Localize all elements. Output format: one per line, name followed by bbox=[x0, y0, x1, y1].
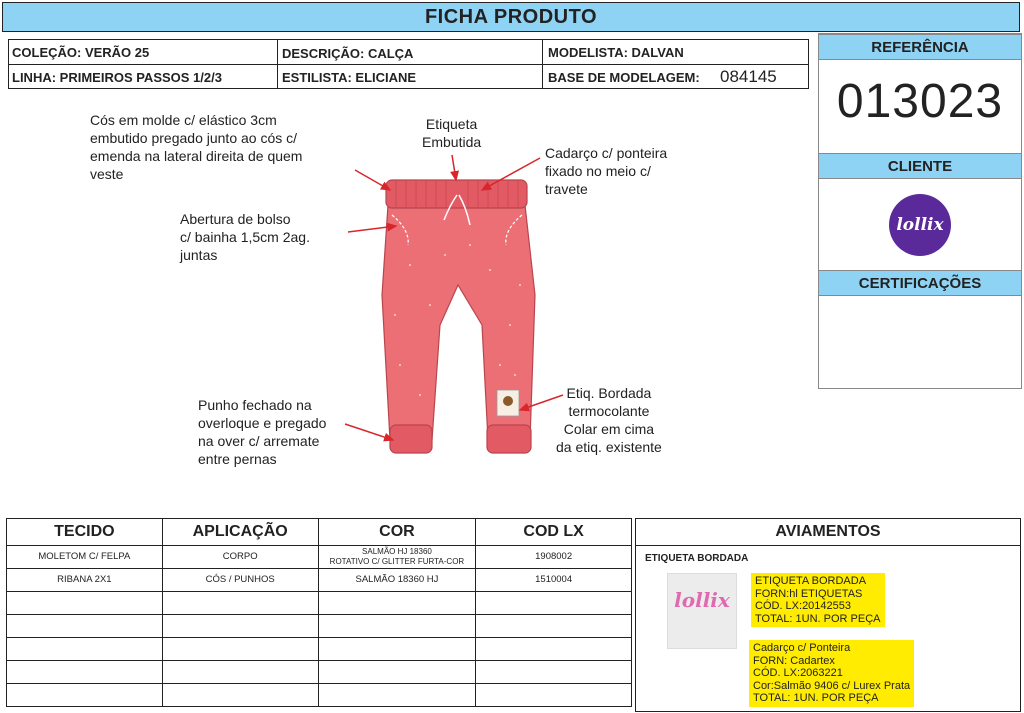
table-row bbox=[7, 661, 632, 684]
info-line: FORN: Cadartex bbox=[753, 654, 835, 667]
note-line: termocolante bbox=[568, 403, 650, 419]
note-line: da etiq. existente bbox=[556, 439, 662, 455]
note-line: Etiqueta bbox=[425, 116, 478, 132]
aviamentos-panel bbox=[635, 518, 1021, 712]
note-punho bbox=[198, 396, 326, 468]
note-bolso bbox=[180, 210, 310, 264]
info-line: ETIQUETA BORDADA bbox=[755, 575, 867, 587]
note-line: Cadarço c/ ponteira bbox=[545, 145, 668, 161]
cell-aplicacao: CÓS / PUNHOS bbox=[162, 569, 318, 592]
cell-aplicacao: CORPO bbox=[162, 546, 318, 569]
linha-field: LINHA: PRIMEIROS PASSOS 1/2/3 bbox=[12, 70, 222, 85]
colecao-field: COLEÇÃO: VERÃO 25 bbox=[12, 45, 150, 60]
note-line: na over c/ arremate bbox=[198, 433, 320, 449]
cor-line: SALMÃO HJ 18360 bbox=[362, 547, 432, 556]
cell-cor bbox=[318, 546, 476, 569]
cor-line: ROTATIVO C/ GLITTER FURTA-COR bbox=[329, 557, 465, 566]
empty-cell bbox=[318, 592, 476, 615]
note-line: travete bbox=[545, 181, 588, 197]
info-line: Cadarço c/ Ponteira bbox=[753, 642, 851, 654]
table-header-row bbox=[7, 519, 632, 546]
note-line: c/ bainha 1,5cm 2ag. bbox=[180, 229, 310, 245]
table-row bbox=[7, 592, 632, 615]
label-logo-text: lollix bbox=[674, 588, 730, 612]
empty-cell bbox=[318, 684, 476, 707]
table-row bbox=[7, 684, 632, 707]
cadarco-info-box bbox=[749, 640, 914, 707]
empty-cell bbox=[162, 661, 318, 684]
info-line: TOTAL: 1UN. POR PEÇA bbox=[755, 612, 881, 625]
table-row bbox=[7, 546, 632, 569]
estilista-field: ESTILISTA: ELICIANE bbox=[282, 70, 417, 85]
empty-cell bbox=[476, 638, 632, 661]
empty-cell bbox=[318, 615, 476, 638]
note-line: Embutida bbox=[422, 134, 482, 150]
certificacoes-label: CERTIFICAÇÕES bbox=[858, 274, 982, 292]
note-line: fixado no meio c/ bbox=[545, 163, 651, 179]
note-line: juntas bbox=[180, 247, 218, 263]
empty-cell bbox=[162, 592, 318, 615]
cell-tecido: RIBANA 2X1 bbox=[7, 569, 163, 592]
empty-cell bbox=[162, 638, 318, 661]
referencia-label: REFERÊNCIA bbox=[871, 38, 969, 56]
cell-tecido: MOLETOM C/ FELPA bbox=[7, 546, 163, 569]
note-etiqueta bbox=[422, 115, 481, 151]
note-line: Colar em cima bbox=[563, 421, 655, 437]
table-row bbox=[7, 569, 632, 592]
table-row bbox=[7, 638, 632, 661]
aviamentos-header bbox=[636, 519, 1020, 546]
etiqueta-info-box bbox=[751, 573, 885, 627]
note-cos bbox=[90, 111, 302, 183]
info-line: CÓD. LX:2063221 bbox=[753, 667, 843, 679]
fabric-table bbox=[6, 518, 632, 707]
note-line: embutido pregado junto ao cós c/ bbox=[90, 130, 298, 146]
info-line: FORN:hl ETIQUETAS bbox=[755, 587, 863, 600]
col-header: COR bbox=[318, 519, 476, 546]
referencia-value: 013023 bbox=[836, 75, 1004, 128]
cell-cor: SALMÃO 18360 HJ bbox=[318, 569, 476, 592]
col-header: APLICAÇÃO bbox=[162, 519, 318, 546]
empty-cell bbox=[7, 684, 163, 707]
note-line: overloque e pregado bbox=[198, 415, 327, 431]
col-header: COD LX bbox=[476, 519, 632, 546]
base-modelagem-value: 084145 bbox=[720, 67, 777, 86]
empty-cell bbox=[318, 661, 476, 684]
descricao-field: DESCRIÇÃO: CALÇA bbox=[282, 46, 414, 61]
info-line: CÓD. LX:20142553 bbox=[755, 600, 852, 612]
modelista-field: MODELISTA: DALVAN bbox=[548, 45, 684, 60]
etiqueta-section-label: ETIQUETA BORDADA bbox=[645, 553, 749, 564]
table-row bbox=[7, 615, 632, 638]
empty-cell bbox=[7, 661, 163, 684]
info-line: Cor:Salmão 9406 c/ Lurex Prata bbox=[753, 679, 911, 692]
note-line: Etiq. Bordada bbox=[566, 385, 652, 401]
note-line: veste bbox=[90, 166, 124, 182]
base-modelagem-label: BASE DE MODELAGEM: bbox=[548, 70, 700, 85]
aviamentos-title: AVIAMENTOS bbox=[775, 523, 881, 540]
note-cadarco bbox=[545, 144, 667, 198]
empty-cell bbox=[7, 592, 163, 615]
cell-cod: 1510004 bbox=[476, 569, 632, 592]
note-line: entre pernas bbox=[198, 451, 277, 467]
note-line: Abertura de bolso bbox=[180, 211, 291, 227]
cliente-label: CLIENTE bbox=[887, 157, 953, 175]
empty-cell bbox=[318, 638, 476, 661]
empty-cell bbox=[476, 684, 632, 707]
note-line: Punho fechado na bbox=[198, 397, 312, 413]
empty-cell bbox=[476, 592, 632, 615]
empty-cell bbox=[7, 615, 163, 638]
col-header: TECIDO bbox=[7, 519, 163, 546]
empty-cell bbox=[476, 661, 632, 684]
note-etiq-bordada bbox=[556, 384, 662, 456]
empty-cell bbox=[476, 615, 632, 638]
embroidered-label-image bbox=[667, 573, 737, 649]
client-logo: lollix bbox=[889, 194, 951, 256]
empty-cell bbox=[7, 638, 163, 661]
note-line: Cós em molde c/ elástico 3cm bbox=[90, 112, 277, 128]
note-line: emenda na lateral direita de quem bbox=[90, 148, 303, 164]
page-title: FICHA PRODUTO bbox=[424, 5, 598, 28]
empty-cell bbox=[162, 684, 318, 707]
cell-cod: 1908002 bbox=[476, 546, 632, 569]
info-line: TOTAL: 1UN. POR PEÇA bbox=[753, 692, 879, 704]
empty-cell bbox=[162, 615, 318, 638]
